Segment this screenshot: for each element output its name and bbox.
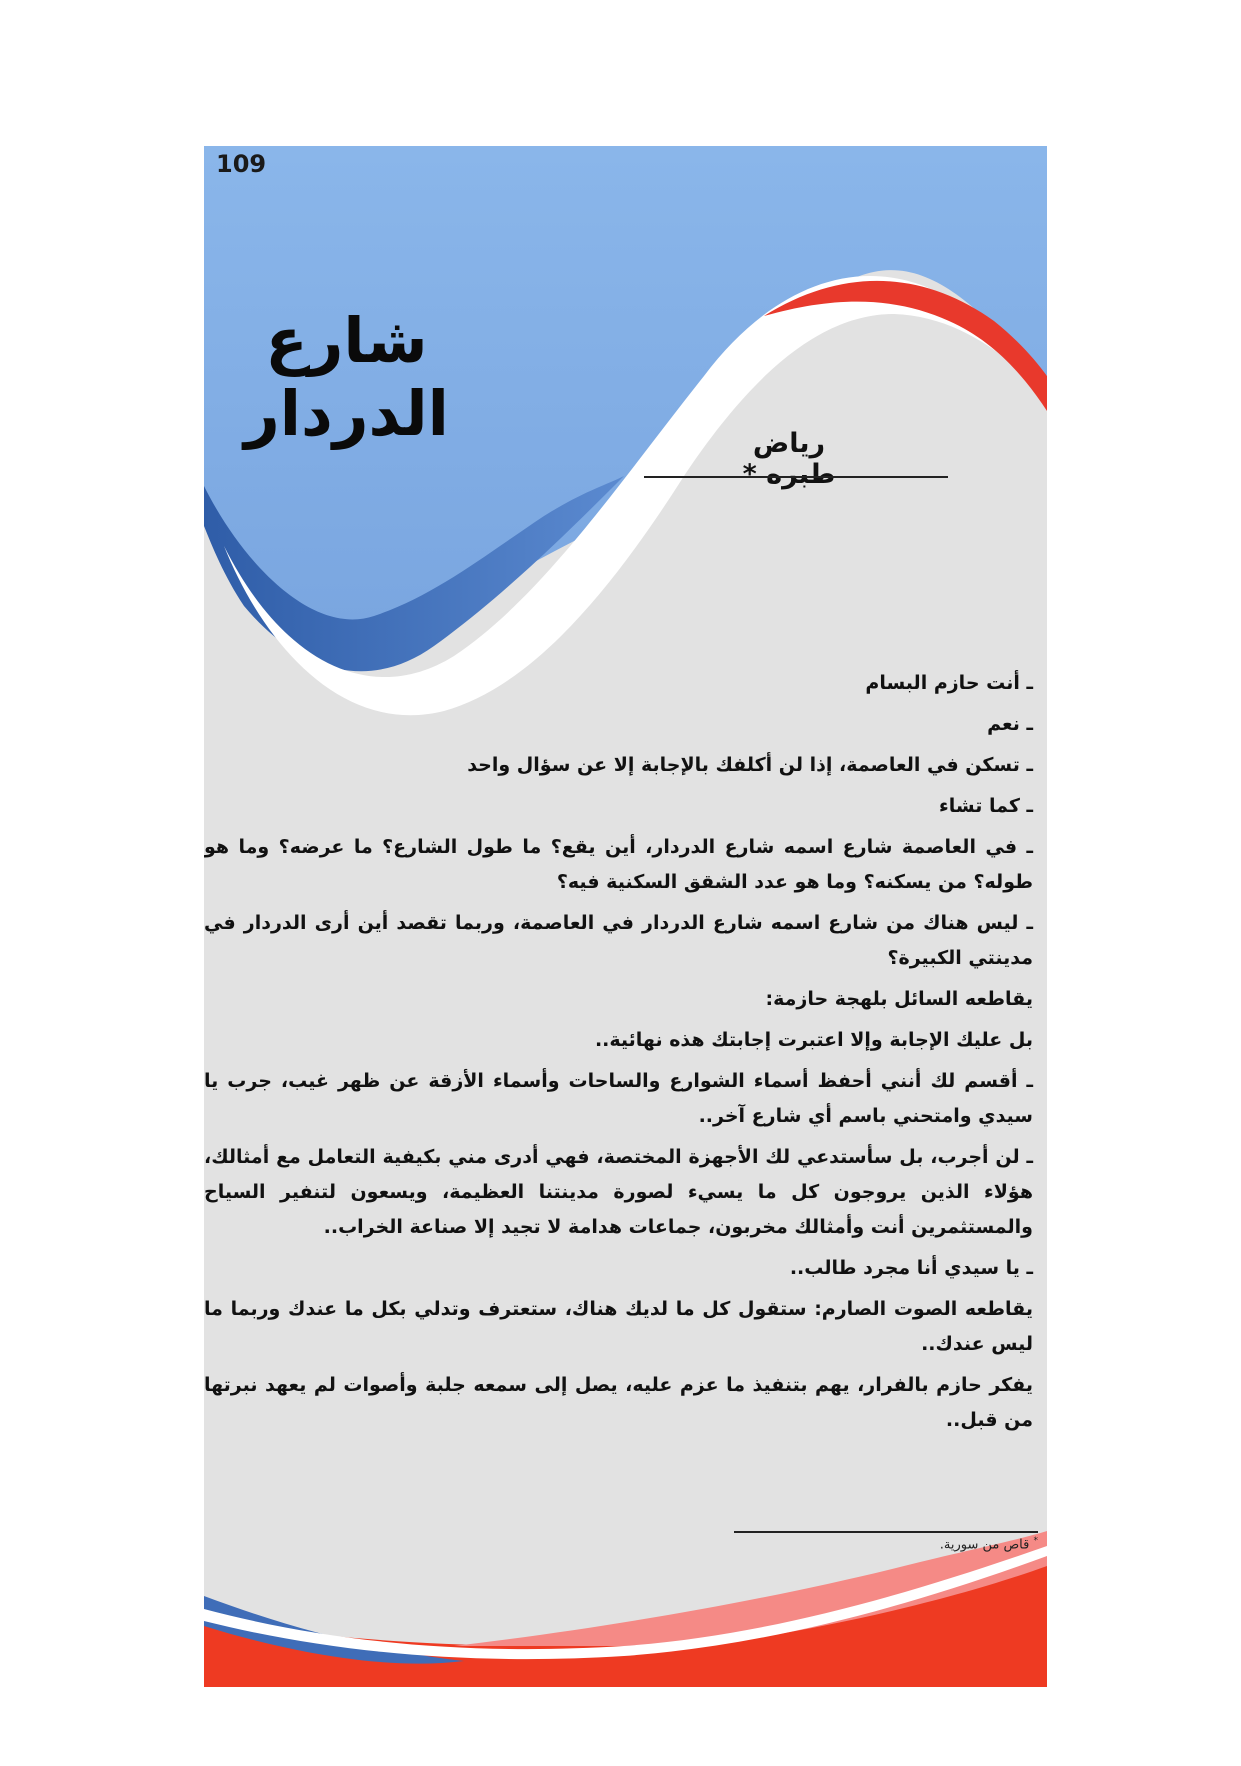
footnote-rule <box>734 1531 1038 1533</box>
author-name: رياض طبره * <box>742 428 836 490</box>
paragraph: ـ في العاصمة شارع اسمه شارع الدردار، أين يقع؟ ما طول الشارع؟ ما عرضه؟ وما هو طوله؟ من يسكنه؟ وما هو عدد الشقق السكنية فيه؟ <box>204 836 1033 893</box>
paragraph: ـ كما تشاء <box>939 795 1033 817</box>
footnote-text: قاص من سورية. <box>939 1537 1030 1553</box>
paragraph: يفكر حازم بالفرار، يهم بتنفيذ ما عزم عليه، يصل إلى سمعه جلبة وأصوات لم يعهد نبرتها من قبل.. <box>204 1374 1033 1431</box>
paragraph: ـ نعم <box>987 713 1033 735</box>
page-number: 109 <box>216 150 267 178</box>
paragraph: ـ ليس هناك من شارع اسمه شارع الدردار في العاصمة، وربما تقصد أين أرى الدردار في مدينتي الكبيرة؟ <box>204 912 1033 969</box>
paragraph: ـ أنت حازم البسام <box>865 672 1033 694</box>
story-title: شارع الدردار <box>244 304 449 450</box>
footnote <box>804 1536 1038 1552</box>
paragraph: ـ تسكن في العاصمة، إذا لن أكلفك بالإجابة إلا عن سؤال واحد <box>467 754 1033 776</box>
story-body <box>204 666 1033 1444</box>
paragraph: ـ يا سيدي أنا مجرد طالب.. <box>789 1257 1033 1279</box>
page-panel <box>204 146 1047 1687</box>
author-underline <box>644 476 948 478</box>
paragraph: يقاطعه السائل بلهجة حازمة: <box>765 988 1033 1010</box>
paragraph: يقاطعه الصوت الصارم: ستقول كل ما لديك هناك، ستعترف وتدلي بكل ما عندك وربما ما ليس عندك.. <box>204 1298 1033 1355</box>
paragraph: ـ لن أجرب، بل سأستدعي لك الأجهزة المختصة، فهي أدرى مني بكيفية التعامل مع أمثالك، هؤلاء الذين يروجون كل ما يسيء لصورة مدينتنا العظيمة، ويسعون لتنفير السياح والمستثمرين أنت وأمثالك مخربون، جماعات هدامة لا تجيد إلا صناعة الخراب.. <box>204 1146 1033 1238</box>
paragraph: ـ أقسم لك أنني أحفظ أسماء الشوارع والساحات وأسماء الأزقة عن ظهر غيب، جرب يا سيدي وامتحني باسم أي شارع آخر.. <box>204 1070 1033 1127</box>
paragraph: بل عليك الإجابة وإلا اعتبرت إجابتك هذه نهائية.. <box>594 1029 1033 1051</box>
footnote-mark: * <box>1033 1536 1038 1546</box>
